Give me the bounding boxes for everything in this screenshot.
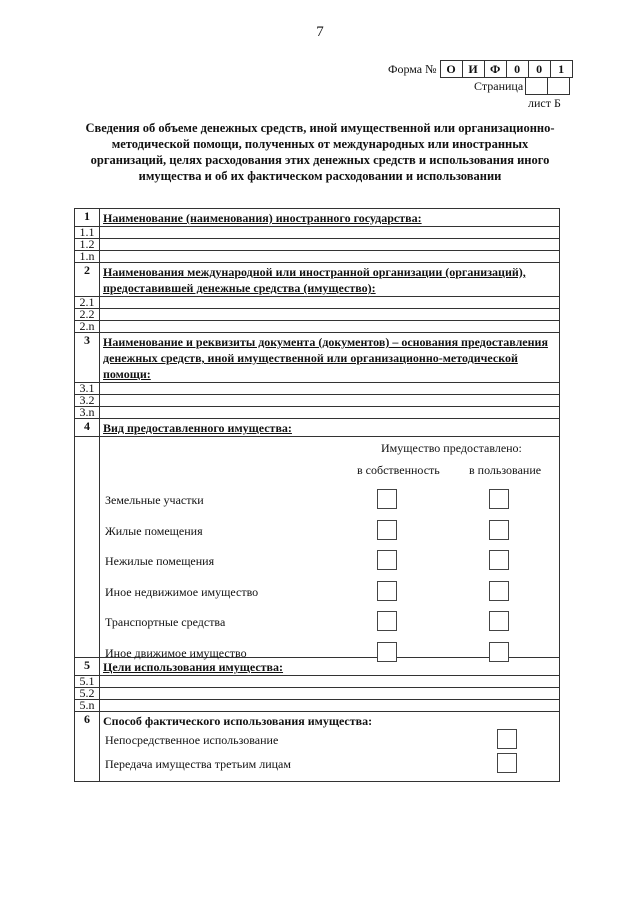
usage-checkbox[interactable] xyxy=(489,642,509,662)
direct-use-checkbox[interactable] xyxy=(497,729,517,749)
usage-checkbox[interactable] xyxy=(489,489,509,509)
section-number: 2 xyxy=(75,263,100,297)
section-heading: Наименование и реквизиты документа (документов) – основания предоставления денежных средств, иной имущественной или организационно-методической помощи: xyxy=(103,335,548,381)
section-number: 3 xyxy=(75,333,100,383)
section-number: 1 xyxy=(75,209,100,227)
property-item: Транспортные средства xyxy=(105,615,226,629)
section-heading: Цели использования имущества: xyxy=(103,660,284,674)
sheet-label: лист Б xyxy=(528,96,561,110)
section-row xyxy=(75,263,560,297)
table-row: 5.n xyxy=(75,700,560,712)
provided-header: Имущество предоставлено: xyxy=(381,441,522,455)
section-number: 5 xyxy=(75,658,100,676)
property-item: Иное движимое имущество xyxy=(105,646,247,660)
entry-field[interactable] xyxy=(100,227,560,239)
column-usage: в пользование xyxy=(469,463,542,477)
ownership-checkbox[interactable] xyxy=(377,581,397,601)
table-row: 2.1 xyxy=(75,297,560,309)
column-ownership: в собственность xyxy=(357,463,440,477)
form-code-cell: И xyxy=(462,61,484,77)
usage-checkbox[interactable] xyxy=(489,611,509,631)
section-number: 6 xyxy=(75,712,100,782)
form-number-block xyxy=(388,60,573,78)
entry-field[interactable] xyxy=(100,251,560,263)
section-number: 4 xyxy=(75,419,100,437)
page-label: Страница xyxy=(474,78,524,93)
table-row: 1.2 xyxy=(75,239,560,251)
property-item: Жилые помещения xyxy=(105,524,203,538)
ownership-checkbox[interactable] xyxy=(377,611,397,631)
section-row xyxy=(75,209,560,227)
entry-field[interactable] xyxy=(100,700,560,712)
property-item: Земельные участки xyxy=(105,493,204,507)
section-row xyxy=(75,419,560,437)
entry-field[interactable] xyxy=(100,383,560,395)
ownership-checkbox[interactable] xyxy=(377,489,397,509)
form-code-cell: 1 xyxy=(550,61,572,77)
section-row xyxy=(75,333,560,383)
ownership-checkbox[interactable] xyxy=(377,550,397,570)
form-code-cell: 0 xyxy=(506,61,528,77)
form-number-label: Форма № xyxy=(388,61,437,76)
page-cell-input[interactable] xyxy=(547,77,569,94)
table-row: 5.1 xyxy=(75,676,560,688)
entry-field[interactable] xyxy=(100,297,560,309)
entry-field[interactable] xyxy=(100,239,560,251)
section-row xyxy=(75,712,560,730)
section-heading: Способ фактического использования имущества: xyxy=(103,714,373,728)
entry-field[interactable] xyxy=(100,688,560,700)
usage-method-item: Передача имущества третьим лицам xyxy=(105,757,291,771)
table-row: 1.1 xyxy=(75,227,560,239)
form-code-cell: О xyxy=(446,62,456,76)
table-row: 1.n xyxy=(75,251,560,263)
entry-field[interactable] xyxy=(100,309,560,321)
ownership-checkbox[interactable] xyxy=(377,520,397,540)
form-table xyxy=(74,208,560,782)
section-heading: Наименования международной или иностранной организации (организаций), предоставившей денежные средства (имущество): xyxy=(103,265,526,295)
property-item: Нежилые помещения xyxy=(105,554,215,568)
usage-checkbox[interactable] xyxy=(489,520,509,540)
property-type-row xyxy=(75,437,560,658)
entry-field[interactable] xyxy=(100,395,560,407)
ownership-checkbox[interactable] xyxy=(377,642,397,662)
usage-checkbox[interactable] xyxy=(489,550,509,570)
section-heading: Наименование (наименования) иностранного государства: xyxy=(103,211,422,225)
entry-field[interactable] xyxy=(100,676,560,688)
property-item: Иное недвижимое имущество xyxy=(105,585,259,599)
entry-field[interactable] xyxy=(100,407,560,419)
table-row: 5.2 xyxy=(75,688,560,700)
usage-method-item: Непосредственное использование xyxy=(105,733,279,747)
table-row: 3.1 xyxy=(75,383,560,395)
document-title: Сведения об объеме денежных средств, иной имущественной или организационно-методической помощи, полученных от международных или иностранных организаций, целях расходования этих денежных средств и использования иного имущества и об их фактическом расходовании и использовании xyxy=(85,121,555,183)
form-code-cell: 0 xyxy=(528,61,550,77)
table-row: 3.n xyxy=(75,407,560,419)
page-number: 7 xyxy=(316,24,324,40)
transfer-checkbox[interactable] xyxy=(497,753,517,773)
usage-checkbox[interactable] xyxy=(489,581,509,601)
form-code-cell: Ф xyxy=(484,61,506,77)
page-cell-input[interactable] xyxy=(526,77,547,94)
table-row: 3.2 xyxy=(75,395,560,407)
entry-field[interactable] xyxy=(100,321,560,333)
page-field xyxy=(474,77,570,95)
usage-method-row xyxy=(75,729,560,782)
section-heading: Вид предоставленного имущества: xyxy=(103,421,292,435)
table-row: 2.n xyxy=(75,321,560,333)
table-row: 2.2 xyxy=(75,309,560,321)
form-code-cells xyxy=(440,60,573,78)
